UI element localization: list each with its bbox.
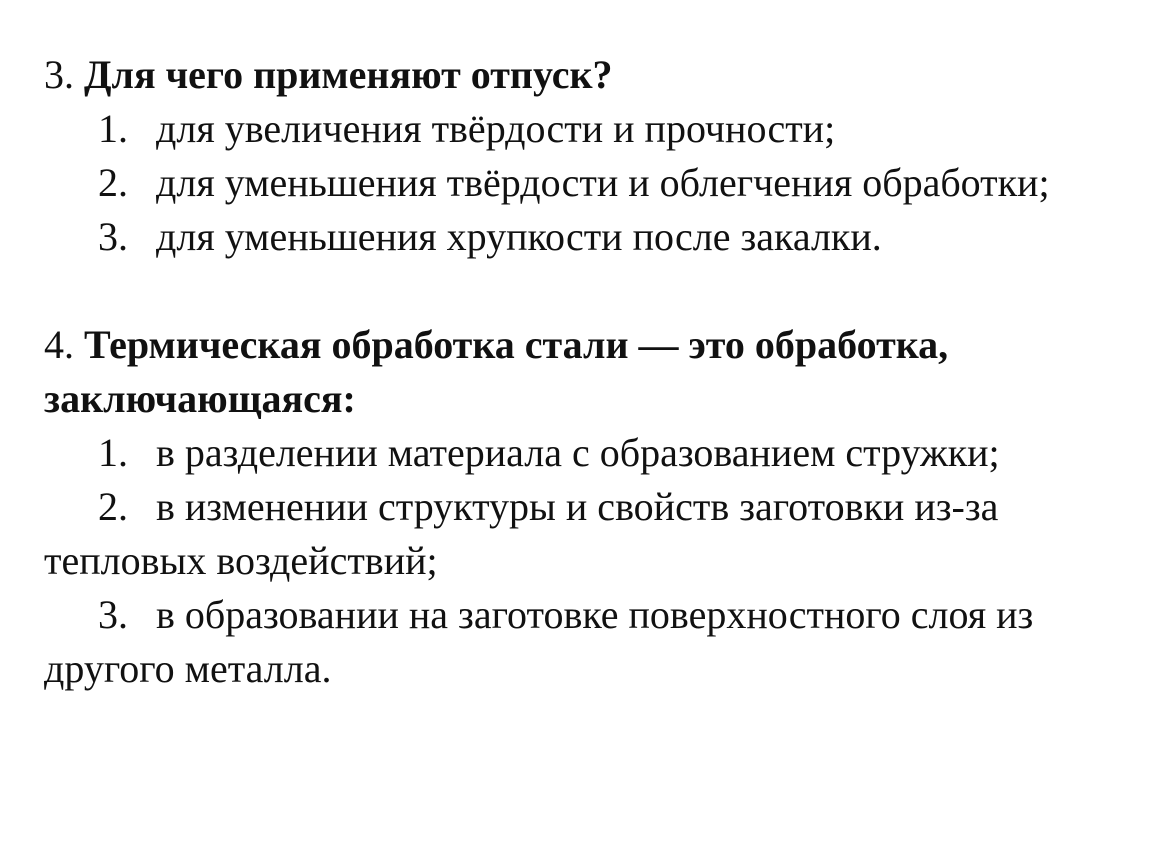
question-block-4	[44, 318, 1114, 696]
answer-option	[44, 210, 1114, 264]
document-page	[44, 48, 1114, 696]
answer-option	[44, 156, 1114, 210]
answer-list	[44, 426, 1114, 696]
answer-text: для увеличения твёрдости и прочности;	[156, 106, 836, 151]
question-4	[44, 318, 1114, 426]
answer-text: для уменьшения твёрдости и облегчения обработки;	[156, 160, 1050, 205]
answer-text: в изменении структуры и свойств заготовки из-за тепловых воздействий;	[44, 484, 999, 583]
answer-number: 2.	[98, 160, 128, 205]
question-number: 4.	[44, 322, 74, 367]
question-block-3	[44, 48, 1114, 264]
answer-list	[44, 102, 1114, 264]
answer-number: 1.	[98, 106, 128, 151]
answer-option	[44, 102, 1114, 156]
question-text: Термическая обработка стали — это обработка, заключающаяся:	[44, 322, 949, 421]
answer-option	[44, 588, 1114, 696]
question-3	[44, 48, 1114, 102]
answer-text: для уменьшения хрупкости после закалки.	[156, 214, 882, 259]
answer-number: 3.	[98, 592, 128, 637]
question-number: 3.	[44, 52, 74, 97]
block-spacer	[44, 264, 1114, 318]
answer-text: в разделении материала с образованием стружки;	[156, 430, 1000, 475]
answer-number: 3.	[98, 214, 128, 259]
answer-number: 1.	[98, 430, 128, 475]
answer-number: 2.	[98, 484, 128, 529]
answer-text: в образовании на заготовке поверхностного слоя из другого металла.	[44, 592, 1034, 691]
answer-option	[44, 426, 1114, 480]
answer-option	[44, 480, 1114, 588]
question-text: Для чего применяют отпуск?	[84, 52, 613, 97]
